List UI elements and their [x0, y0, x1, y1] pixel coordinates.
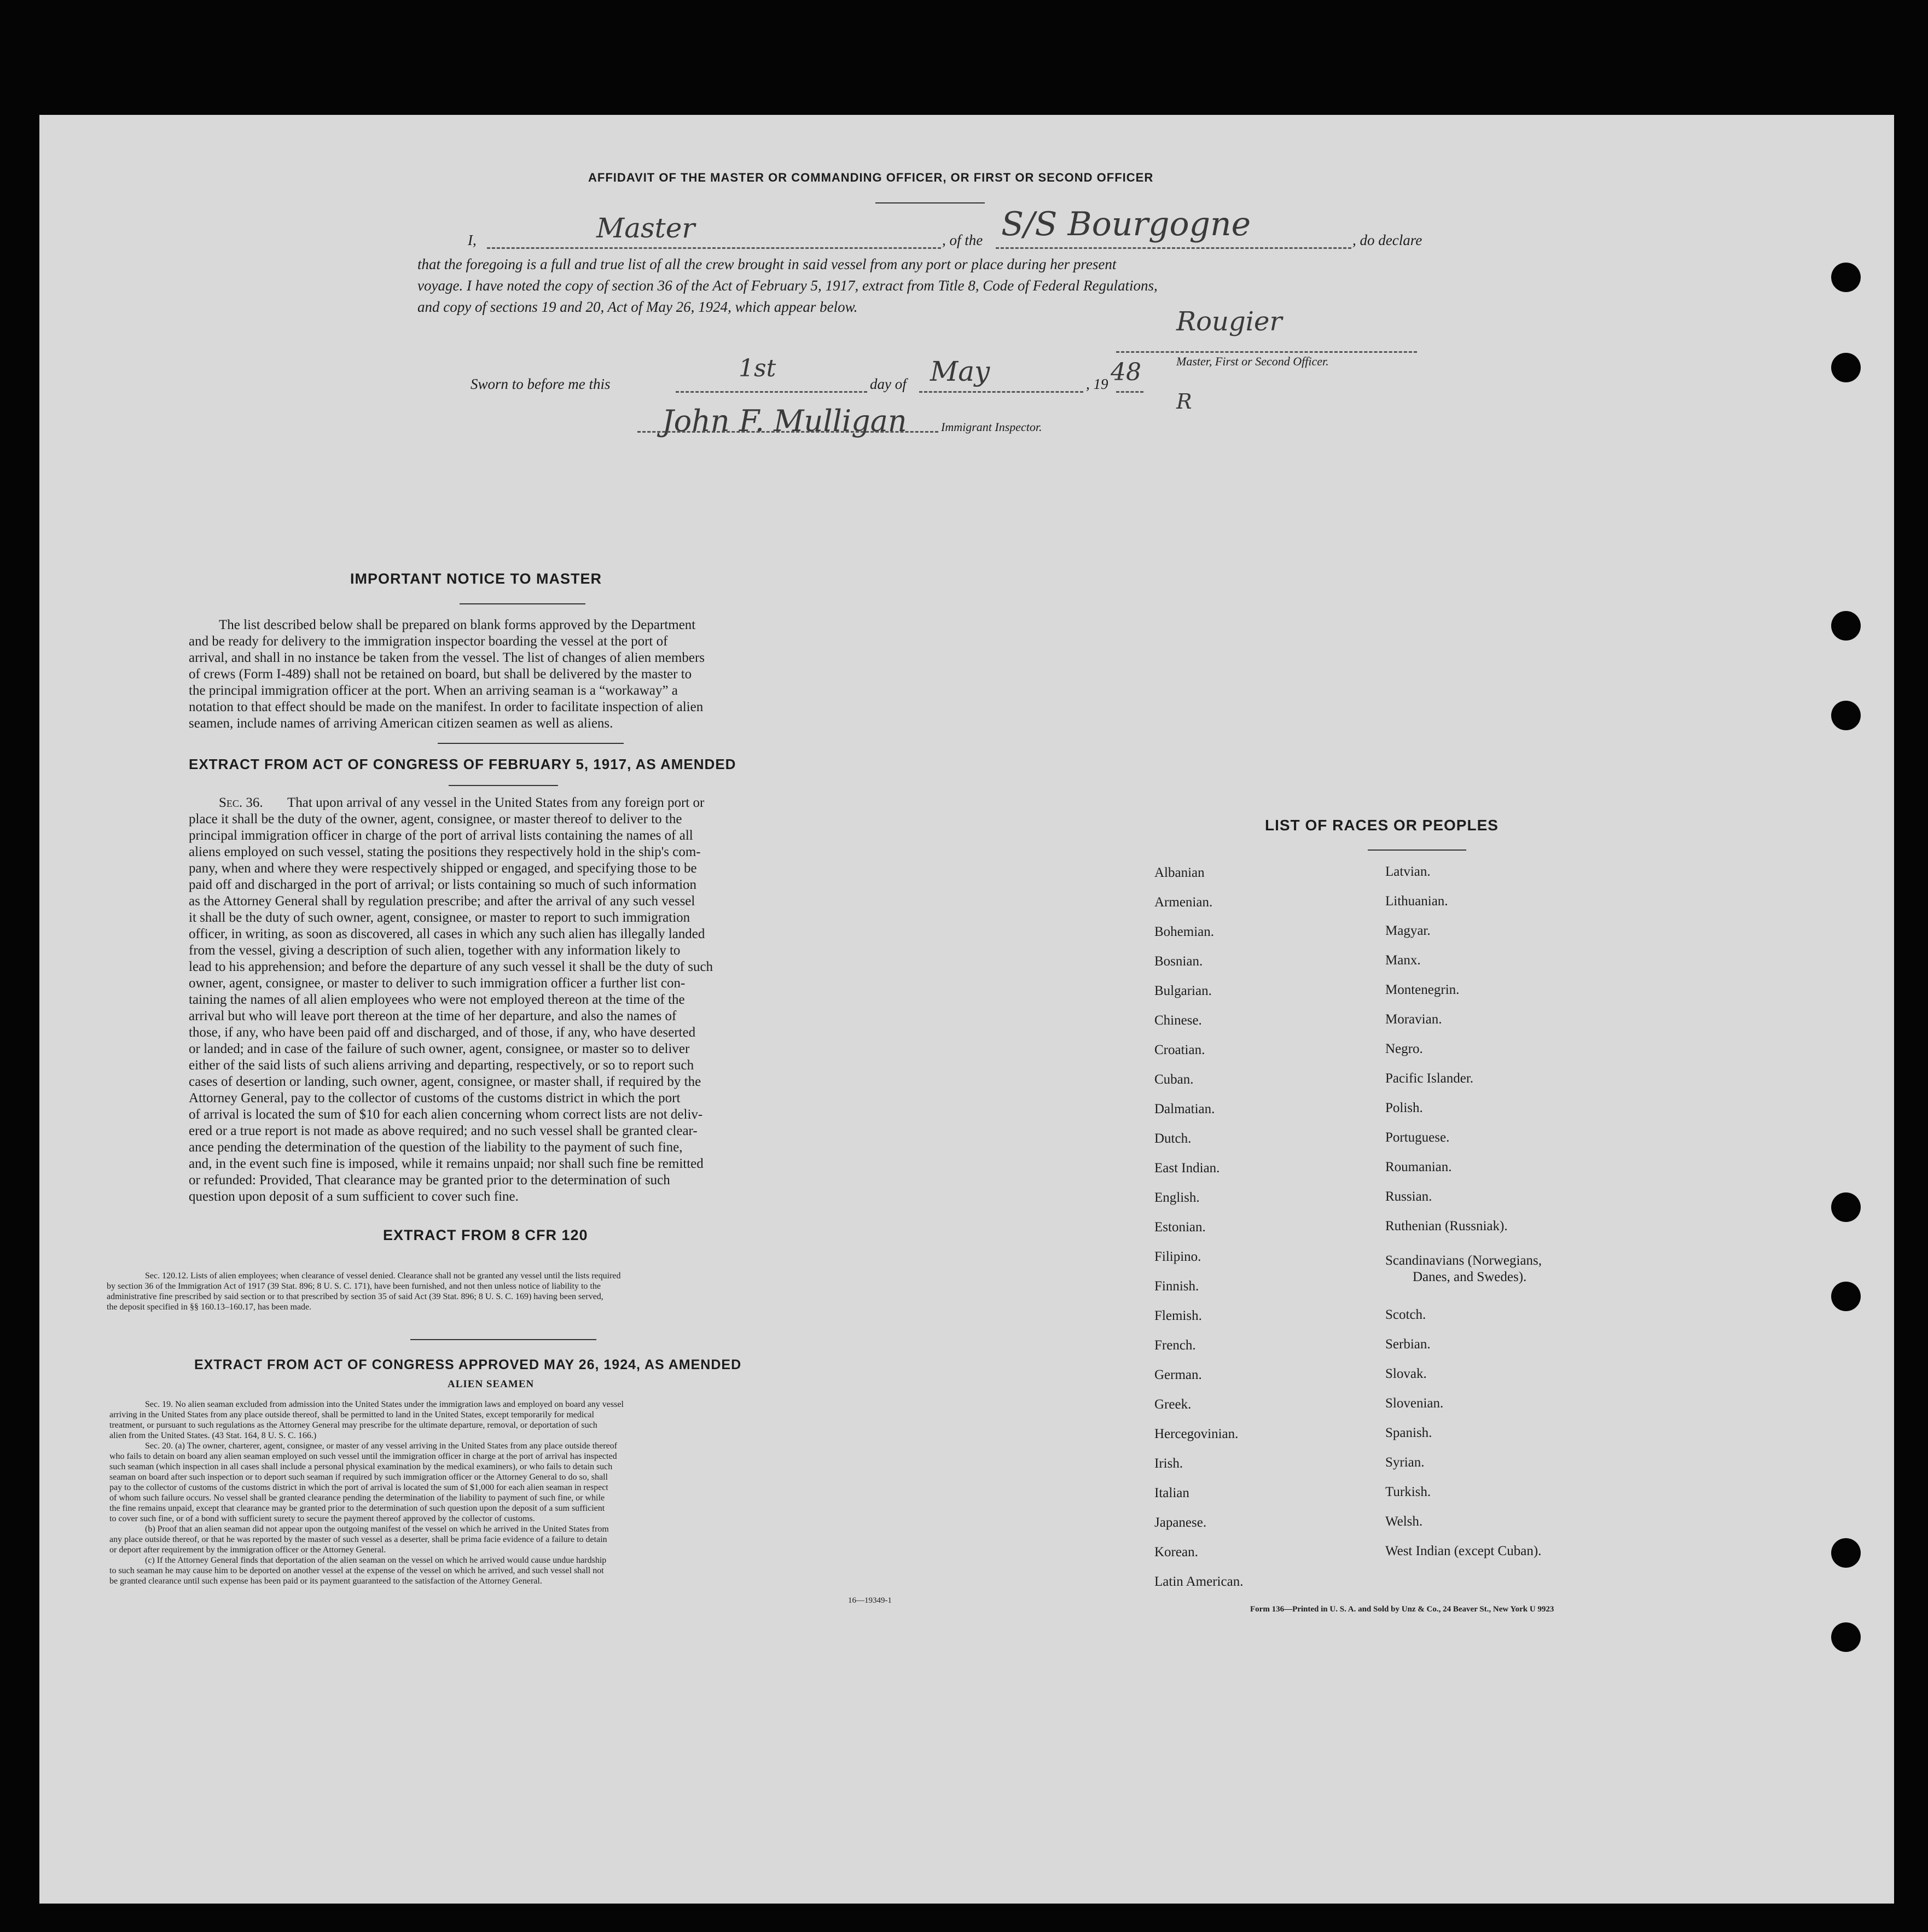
- sec-19-line: Sec. 19. No alien seaman excluded from admission into the United States under the immigration laws and employed on board any vessel: [145, 1400, 624, 1409]
- vessel-name-handwritten: S/S Bourgogne: [1001, 205, 1251, 243]
- day-handwritten: 1st: [739, 354, 776, 382]
- sec-36-line: aliens employed on such vessel, stating the positions they respectively hold in the ship's com-: [189, 845, 701, 859]
- form-credit: Form 136—Printed in U. S. A. and Sold by Unz & Co., 24 Beaver St., New York U 9923: [1250, 1605, 1554, 1614]
- race-item: German.: [1154, 1367, 1202, 1382]
- race-item: Finnish.: [1154, 1279, 1199, 1294]
- divider: [438, 743, 624, 744]
- punch-hole: [1831, 1192, 1861, 1222]
- race-item: Slovenian.: [1385, 1396, 1444, 1411]
- notice-line: The list described below shall be prepared on blank forms approved by the Department: [219, 618, 696, 632]
- race-item: Estonian.: [1154, 1220, 1206, 1235]
- sec-20-line: seaman on board after such inspection or to deport such seaman if required by such immigration officer or the Attorney General to do so, shall: [109, 1473, 608, 1482]
- print-code: 16—19349-1: [848, 1596, 892, 1605]
- sworn-label: Sworn to before me this: [471, 376, 611, 392]
- race-item: Chinese.: [1154, 1013, 1202, 1028]
- race-item: Dalmatian.: [1154, 1102, 1215, 1116]
- race-item: Armenian.: [1154, 895, 1213, 910]
- month-line: [919, 391, 1083, 393]
- punch-hole: [1831, 611, 1861, 641]
- notice-line: arrival, and shall in no instance be taken from the vessel. The list of changes of alien members: [189, 650, 705, 665]
- extract-cfr-title: EXTRACT FROM 8 CFR 120: [383, 1227, 588, 1243]
- inspector-signature-line: [637, 431, 938, 433]
- extract-1924-title: EXTRACT FROM ACT OF CONGRESS APPROVED MAY 26, 1924, AS AMENDED: [194, 1357, 742, 1372]
- race-item: Slovak.: [1385, 1366, 1427, 1381]
- officer-signature: Rougier: [1176, 306, 1282, 337]
- race-item: East Indian.: [1154, 1161, 1220, 1176]
- inspector-caption: Immigrant Inspector.: [941, 420, 1042, 434]
- race-item: Montenegrin.: [1385, 982, 1460, 997]
- year-handwritten: 48: [1111, 358, 1141, 386]
- month-handwritten: May: [930, 356, 990, 387]
- race-item: Bulgarian.: [1154, 984, 1212, 998]
- sec-36-line: owner, agent, consignee, or master to deliver to such immigration officer a further list con-: [189, 976, 686, 991]
- sec-36-line: either of the said lists of such aliens arriving and departing, respectively, or so to report such: [189, 1058, 694, 1073]
- sec-36-line: those, if any, who have been paid off and discharged, and of those, if any, who have deserted: [189, 1025, 696, 1040]
- sec-36-line: it shall be the duty of such owner, agent, consignee, or master to report to such immigration: [189, 910, 690, 925]
- sec-36-line: arrival but who will leave port thereon at the time of her departure, and also the names of: [189, 1009, 677, 1023]
- cfr-line: administrative fine prescribed by said section or to that prescribed by section 35 of said Act (39 Stat. 896; 8 U. S. C. 169) having been served,: [107, 1292, 603, 1301]
- divider: [460, 603, 585, 604]
- sec-36-line: or refunded: Provided, That clearance may be granted prior to the determination of such: [189, 1173, 670, 1188]
- sec-36-line: as the Attorney General shall by regulation prescribe; and after the arrival of any such vessel: [189, 894, 695, 909]
- sec-36-line: from the vessel, giving a description of such alien, together with any information likely to: [189, 943, 681, 958]
- race-item: Welsh.: [1385, 1514, 1423, 1529]
- sec-36-line: question upon deposit of a sum sufficient to cover such fine.: [189, 1189, 519, 1204]
- initial-handwritten: R: [1176, 389, 1192, 414]
- inspector-signature: John F. Mulligan: [662, 404, 907, 438]
- sec-36-line: principal immigration officer in charge of the port of arrival lists containing the names of all: [189, 828, 693, 843]
- affidavit-title: AFFIDAVIT OF THE MASTER OR COMMANDING OFFICER, OR FIRST OR SECOND OFFICER: [588, 171, 1154, 184]
- sec-36-line: cases of desertion or landing, such owner, agent, consignee, or master shall, if required by the: [189, 1074, 701, 1089]
- sec-36-line: lead to his apprehension; and before the departure of any such vessel it shall be the duty of such: [189, 959, 713, 974]
- declarant-label: I,: [468, 232, 477, 248]
- sec-36-line: ance pending the determination of the question of the liability to the payment of such fine,: [189, 1140, 683, 1155]
- sec-36-line: taining the names of all alien employees who were not employed thereon at the time of the: [189, 992, 685, 1007]
- sec-36-line: pany, when and where they were respectively shipped or engaged, and specifying those to be: [189, 861, 697, 876]
- race-item: French.: [1154, 1338, 1196, 1353]
- cfr-line: the deposit specified in §§ 160.13–160.17, has been made.: [107, 1302, 312, 1312]
- year-label: , 19: [1086, 376, 1108, 392]
- race-item: Ruthenian (Russniak).: [1385, 1219, 1508, 1233]
- sec-36-line: or landed; and in case of the failure of such owner, agent, consignee, or master so to deliver: [189, 1041, 690, 1056]
- sec-20-line: or deport after requirement by the immigration officer or the Attorney General.: [109, 1545, 386, 1555]
- sec-20-line: pay to the collector of customs of the customs district in which the port of arrival is located the sum of $1,000 for each alien seaman in respect: [109, 1483, 608, 1492]
- race-item: Lithuanian.: [1385, 894, 1448, 909]
- race-item: Syrian.: [1385, 1455, 1425, 1470]
- punch-hole: [1831, 263, 1861, 292]
- divider: [875, 202, 985, 203]
- race-item: Greek.: [1154, 1397, 1192, 1412]
- declaration-line-2: voyage. I have noted the copy of section 36 of the Act of February 5, 1917, extract from Title 8, Code of Federal Regulations,: [417, 277, 1158, 294]
- race-item: Dutch.: [1154, 1131, 1192, 1146]
- race-item: Pacific Islander.: [1385, 1071, 1474, 1086]
- sec-36-line: of arrival is located the sum of $10 for each alien concerning whom correct lists are not deliv-: [189, 1107, 703, 1122]
- race-item: Portuguese.: [1385, 1130, 1450, 1145]
- race-item: Latin American.: [1154, 1574, 1244, 1589]
- officer-signature-line: [1116, 351, 1417, 353]
- sec-36-line: officer, in writing, as soon as discovered, all cases in which any such alien has illegally landed: [189, 927, 705, 941]
- race-item: Bohemian.: [1154, 924, 1215, 939]
- race-item: Hercegovinian.: [1154, 1427, 1239, 1441]
- races-title: LIST OF RACES OR PEOPLES: [1265, 817, 1499, 834]
- race-item: West Indian (except Cuban).: [1385, 1544, 1542, 1558]
- notice-line: the principal immigration officer at the port. When an arriving seaman is a “workaway” a: [189, 683, 678, 698]
- race-item: Latvian.: [1385, 864, 1431, 879]
- race-item: Croatian.: [1154, 1043, 1205, 1057]
- race-item: Cuban.: [1154, 1072, 1194, 1087]
- notice-line: of crews (Form I-489) shall not be retained on board, but shall be delivered by the master to: [189, 667, 692, 682]
- race-item: Spanish.: [1385, 1425, 1432, 1440]
- sec-20-line: of whom such failure occurs. No vessel shall be granted clearance pending the determination of the liability to payment of such fine, or while: [109, 1493, 605, 1503]
- sec-20-line: who fails to detain on board any alien seaman employed on such vessel until the immigration officer in charge at the port of arrival has inspected: [109, 1452, 617, 1461]
- declarant-name-handwritten: Master: [596, 212, 695, 244]
- sec-20-line: to such seaman he may cause him to be deported on another vessel at the expense of the vessel on which he arrived, and such vessel shall not: [109, 1566, 604, 1575]
- race-item: Albanian: [1154, 865, 1205, 880]
- sec-19-line: treatment, or pursuant to such regulations as the Attorney General may prescribe for the ultimate departure, removal, or deportation of such: [109, 1421, 597, 1430]
- notice-line: notation to that effect should be made on the manifest. In order to facilitate inspection of alien: [189, 700, 704, 714]
- do-declare-label: , do declare: [1352, 232, 1422, 248]
- race-item: Italian: [1154, 1486, 1189, 1500]
- sec-20-line: the fine remains unpaid, except that clearance may be granted prior to the determination of such question upon the deposit of a sum sufficient: [109, 1504, 605, 1513]
- sec-36-line: That upon arrival of any vessel in the United States from any foreign port or: [287, 795, 705, 810]
- race-item: Manx.: [1385, 953, 1421, 968]
- sec-36-line: Attorney General, pay to the collector of customs of the customs district in which the port: [189, 1091, 681, 1105]
- race-item: Japanese.: [1154, 1515, 1207, 1530]
- sec-20-line: (b) Proof that an alien seaman did not appear upon the outgoing manifest of the vessel on which he arrived in the United States from: [145, 1524, 609, 1534]
- punch-hole: [1831, 1538, 1861, 1568]
- sec-19-line: arriving in the United States from any place outside thereof, shall be permitted to land in the United States, except temporarily for medical: [109, 1410, 594, 1419]
- race-item: Moravian.: [1385, 1012, 1442, 1027]
- punch-hole: [1831, 701, 1861, 730]
- race-item: Filipino.: [1154, 1249, 1201, 1264]
- punch-hole: [1831, 1282, 1861, 1311]
- divider: [449, 785, 558, 786]
- declarant-name-line: [487, 247, 941, 249]
- sec-20-line: to cover such fine, or of a bond with sufficient surety to secure the payment thereof approved by the collector of customs.: [109, 1514, 535, 1523]
- notice-line: seamen, include names of arriving American citizen seamen as well as aliens.: [189, 716, 613, 731]
- race-item: Scandinavians (Norwegians,: [1385, 1253, 1542, 1268]
- race-item: Roumanian.: [1385, 1160, 1452, 1174]
- divider: [410, 1339, 596, 1340]
- race-item: Polish.: [1385, 1101, 1423, 1115]
- race-item: Danes, and Swedes).: [1413, 1270, 1527, 1284]
- declaration-line-3: and copy of sections 19 and 20, Act of May 26, 1924, which appear below.: [417, 299, 858, 315]
- race-item: Turkish.: [1385, 1485, 1431, 1499]
- race-item: Russian.: [1385, 1189, 1432, 1204]
- cfr-line: by section 36 of the Immigration Act of 1917 (39 Stat. 896; 8 U. S. C. 171), have been furnished, and not then unless notice of liability to the: [107, 1282, 601, 1291]
- race-item: Korean.: [1154, 1545, 1198, 1559]
- divider: [1368, 849, 1466, 851]
- race-item: Irish.: [1154, 1456, 1183, 1471]
- sec-36-line: ered or a true report is not made as above required; and no such vessel shall be granted clear-: [189, 1124, 698, 1138]
- sec-20-line: any place outside thereof, or that he was reported by the master of such vessel as a deserter, shall be prima facie evidence of a failure to detain: [109, 1535, 607, 1544]
- sec-20-line: Sec. 20. (a) The owner, charterer, agent, consignee, or master of any vessel arriving in the United States from any place outside thereof: [145, 1441, 617, 1451]
- officer-caption: Master, First or Second Officer.: [1176, 354, 1329, 368]
- notice-line: and be ready for delivery to the immigration inspector boarding the vessel at the port of: [189, 634, 668, 649]
- race-item: Scotch.: [1385, 1307, 1426, 1322]
- year-line: [1116, 391, 1143, 393]
- sec-36-line: paid off and discharged in the port of arrival; or lists containing so much of such information: [189, 877, 697, 892]
- race-item: English.: [1154, 1190, 1200, 1205]
- day-of-label: day of: [870, 376, 907, 392]
- race-item: Flemish.: [1154, 1308, 1202, 1323]
- sec-20-line: (c) If the Attorney General finds that deportation of the alien seaman on the vessel on which he arrived would cause undue hardship: [145, 1556, 607, 1565]
- cfr-line: Sec. 120.12. Lists of alien employees; when clearance of vessel denied. Clearance shall not be granted any vessel until the lists required: [145, 1271, 621, 1281]
- sec-19-line: alien from the United States. (43 Stat. 164, 8 U. S. C. 166.): [109, 1431, 317, 1440]
- sec-20-line: be granted clearance until such expense has been paid or its payment guaranteed to the satisfaction of the Attorney General.: [109, 1576, 542, 1586]
- sec-36-label: Sec. 36.: [219, 795, 263, 810]
- sec-36-line: place it shall be the duty of the owner, agent, consignee, or master thereof to deliver to the: [189, 812, 682, 827]
- notice-title: IMPORTANT NOTICE TO MASTER: [350, 571, 602, 587]
- of-the-label: , of the: [942, 232, 983, 248]
- extract-1924-subtitle: ALIEN SEAMEN: [448, 1378, 535, 1390]
- race-item: Magyar.: [1385, 923, 1431, 938]
- day-line: [676, 391, 867, 393]
- race-item: Bosnian.: [1154, 954, 1203, 969]
- punch-hole: [1831, 353, 1861, 382]
- race-item: Negro.: [1385, 1041, 1423, 1056]
- declaration-line-1: that the foregoing is a full and true list of all the crew brought in said vessel from any port or place during her present: [417, 256, 1117, 272]
- vessel-name-line: [996, 247, 1351, 249]
- sec-36-line: and, in the event such fine is imposed, while it remains unpaid; nor shall such fine be remitted: [189, 1156, 704, 1171]
- extract-1917-title: EXTRACT FROM ACT OF CONGRESS OF FEBRUARY 5, 1917, AS AMENDED: [189, 756, 736, 772]
- race-item: Serbian.: [1385, 1337, 1431, 1352]
- punch-hole: [1831, 1622, 1861, 1652]
- sec-20-line: such seaman (which inspection in all cases shall include a personal physical examination by the medical examiners), or who fails to detain such: [109, 1462, 613, 1471]
